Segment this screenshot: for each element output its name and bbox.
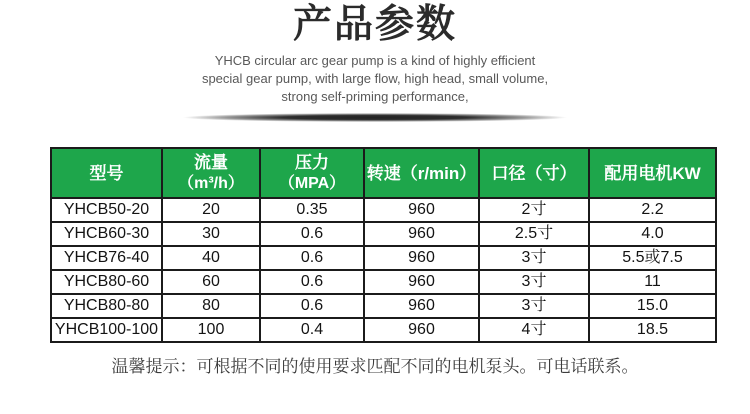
cell-speed: 960 bbox=[364, 294, 479, 318]
cell-model: YHCB60-30 bbox=[51, 222, 162, 246]
cell-pressure: 0.6 bbox=[260, 294, 364, 318]
cell-flow: 100 bbox=[162, 318, 260, 342]
cell-motor: 15.0 bbox=[589, 294, 716, 318]
cell-pressure: 0.6 bbox=[260, 270, 364, 294]
table-row bbox=[51, 246, 716, 270]
table-row bbox=[51, 318, 716, 342]
spec-table bbox=[50, 147, 717, 343]
cell-flow: 30 bbox=[162, 222, 260, 246]
header-label: 压力 bbox=[295, 153, 329, 172]
col-header-pressure bbox=[260, 148, 364, 198]
cell-pressure: 0.4 bbox=[260, 318, 364, 342]
cell-caliber: 3寸 bbox=[479, 294, 589, 318]
cell-motor: 4.0 bbox=[589, 222, 716, 246]
header-sub: （m³/h） bbox=[178, 175, 244, 192]
col-header-flow bbox=[162, 148, 260, 198]
cell-speed: 960 bbox=[364, 198, 479, 222]
cell-speed: 960 bbox=[364, 246, 479, 270]
col-header-model bbox=[51, 148, 162, 198]
table-row bbox=[51, 270, 716, 294]
cell-pressure: 0.35 bbox=[260, 198, 364, 222]
cell-model: YHCB80-80 bbox=[51, 294, 162, 318]
cell-caliber: 3寸 bbox=[479, 270, 589, 294]
cell-speed: 960 bbox=[364, 222, 479, 246]
cell-caliber: 4寸 bbox=[479, 318, 589, 342]
table-row bbox=[51, 222, 716, 246]
cell-motor: 11 bbox=[589, 270, 716, 294]
product-description: YHCB circular arc gear pump is a kind of highly efficient special gear pump, with large flow, high head, small volume, strong self-priming performance, bbox=[201, 53, 549, 104]
cell-flow: 40 bbox=[162, 246, 260, 270]
cell-motor: 18.5 bbox=[589, 318, 716, 342]
cell-motor: 2.2 bbox=[589, 198, 716, 222]
shadow-divider bbox=[183, 113, 567, 122]
cell-model: YHCB76-40 bbox=[51, 246, 162, 270]
cell-motor: 5.5或7.5 bbox=[589, 246, 716, 270]
header-label: 流量 bbox=[194, 153, 228, 172]
tip-text: 温馨提示：可根据不同的使用要求匹配不同的电机泵头。可电话联系。 bbox=[111, 357, 639, 376]
cell-caliber: 3寸 bbox=[479, 246, 589, 270]
cell-caliber: 2寸 bbox=[479, 198, 589, 222]
cell-model: YHCB50-20 bbox=[51, 198, 162, 222]
cell-speed: 960 bbox=[364, 318, 479, 342]
table-row bbox=[51, 294, 716, 318]
cell-caliber: 2.5寸 bbox=[479, 222, 589, 246]
table-header-row bbox=[51, 148, 716, 198]
cell-pressure: 0.6 bbox=[260, 246, 364, 270]
cell-flow: 80 bbox=[162, 294, 260, 318]
col-header-speed bbox=[364, 148, 479, 198]
col-header-motor bbox=[589, 148, 716, 198]
cell-model: YHCB100-100 bbox=[51, 318, 162, 342]
cell-pressure: 0.6 bbox=[260, 222, 364, 246]
cell-flow: 60 bbox=[162, 270, 260, 294]
page-title: 产品参数 bbox=[292, 3, 457, 46]
cell-model: YHCB80-60 bbox=[51, 270, 162, 294]
cell-speed: 960 bbox=[364, 270, 479, 294]
header-label: 型号 bbox=[89, 163, 124, 183]
col-header-caliber bbox=[479, 148, 589, 198]
header-sub: （MPA） bbox=[278, 175, 346, 192]
cell-flow: 20 bbox=[162, 198, 260, 222]
header-label: 配用电机KW bbox=[604, 163, 701, 183]
header-label: 转速（r/min） bbox=[366, 163, 477, 183]
table-row bbox=[51, 198, 716, 222]
header-label: 口径（寸） bbox=[491, 163, 577, 183]
